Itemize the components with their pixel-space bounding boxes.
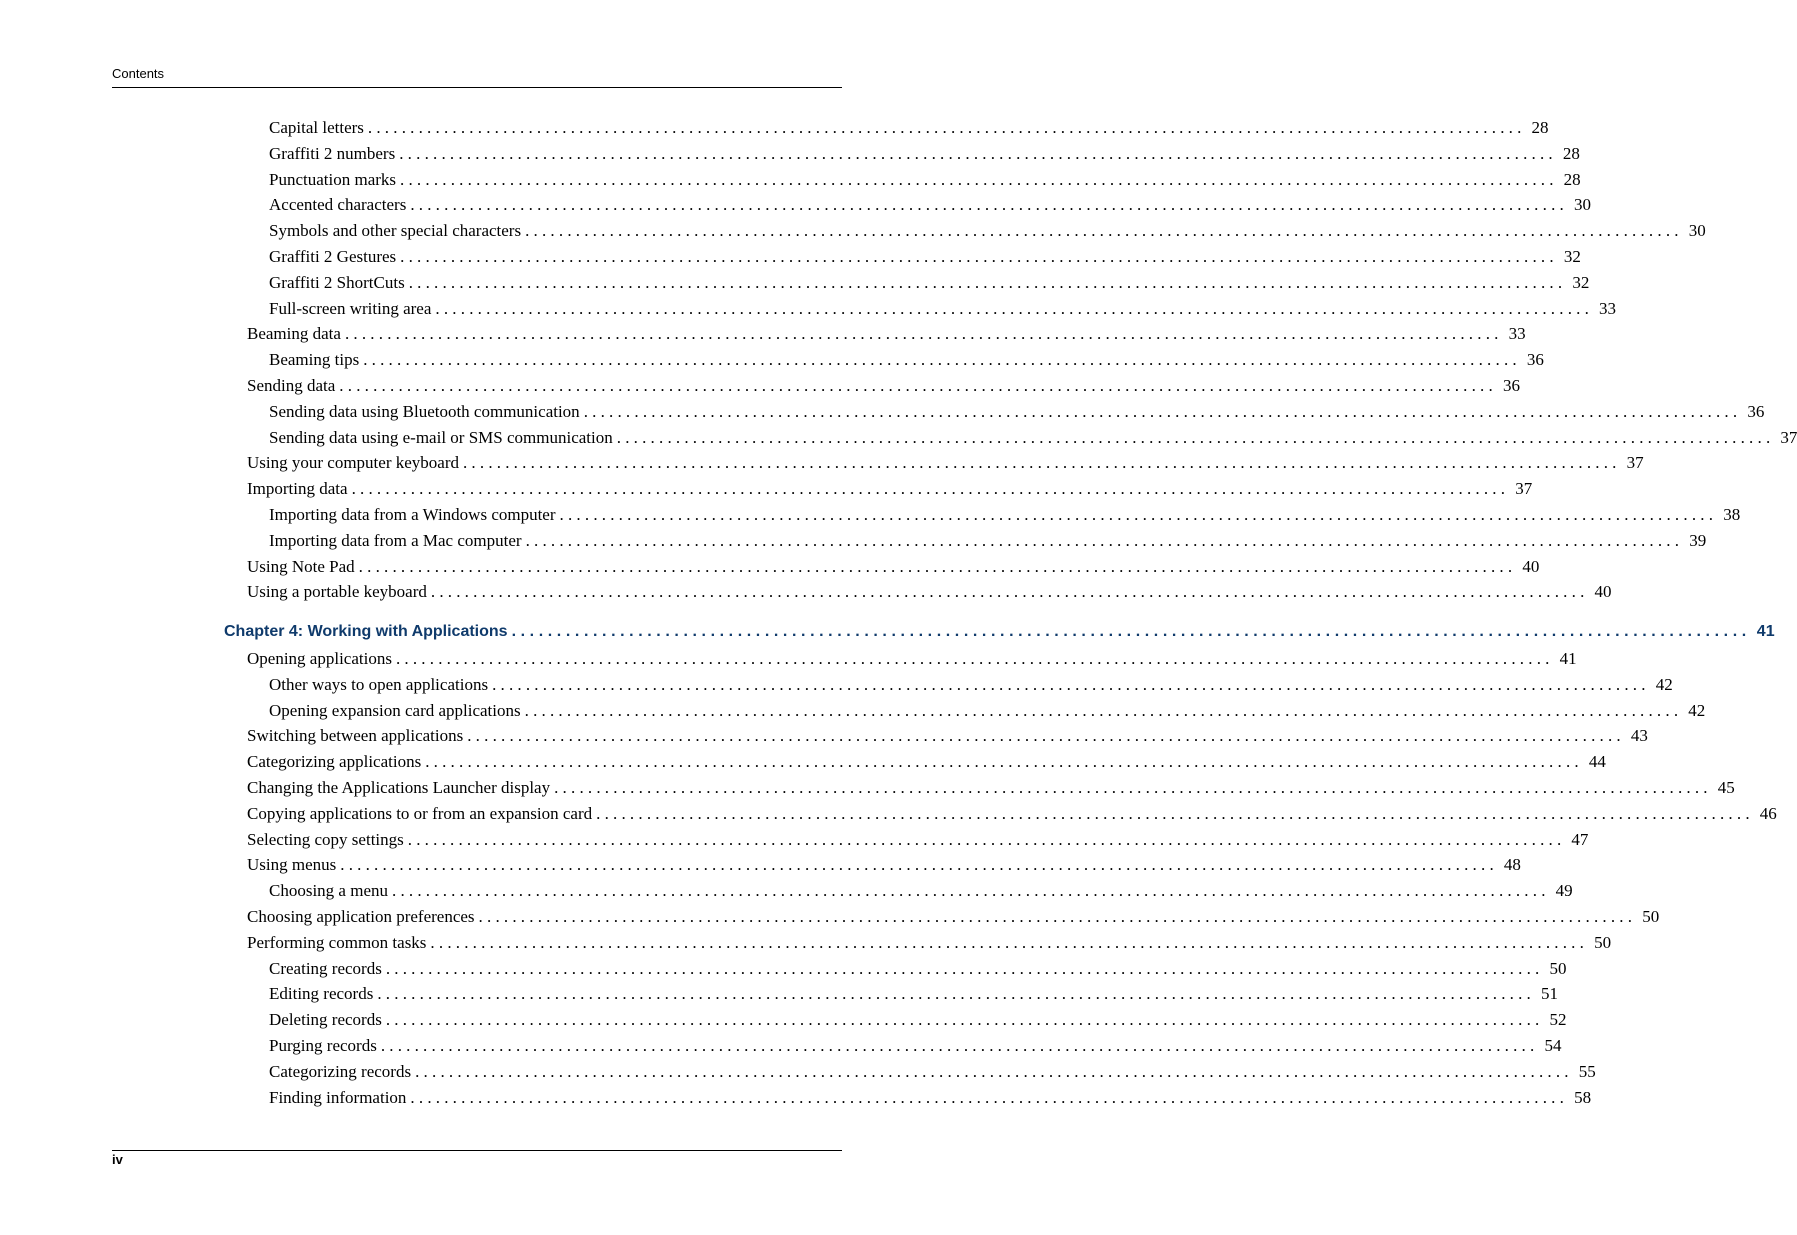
toc-entry[interactable]	[269, 505, 1741, 527]
toc-entry-title: Beaming tips	[269, 350, 360, 369]
toc-entry-page: 48	[1503, 855, 1521, 874]
dot-leader: .........................................................................................................................................	[616, 428, 1775, 447]
dot-leader: .........................................................................................................................................	[467, 726, 1625, 745]
dot-leader: .........................................................................................................................................	[407, 830, 1566, 849]
dot-leader: .........................................................................................................................................	[478, 907, 1637, 926]
dot-leader: .........................................................................................................................................	[583, 402, 1742, 421]
toc-entry[interactable]	[247, 933, 1612, 955]
toc-entry[interactable]	[247, 752, 1606, 774]
toc-entry[interactable]	[247, 453, 1644, 475]
toc-entry-title: Sending data	[247, 376, 336, 395]
toc-entry-page: 55	[1578, 1062, 1596, 1081]
page-number: iv	[112, 1152, 123, 1167]
toc-entry-title: Graffiti 2 ShortCuts	[269, 273, 405, 292]
toc-entry-title: Symbols and other special characters	[269, 221, 522, 240]
toc-entry[interactable]	[247, 582, 1612, 604]
dot-leader: .........................................................................................................................................	[385, 959, 1544, 978]
toc-entry-title: Using a portable keyboard	[247, 582, 427, 601]
toc-entry-title: Editing records	[269, 984, 374, 1003]
toc-entry-title: Performing common tasks	[247, 933, 427, 952]
toc-entry[interactable]	[269, 1088, 1592, 1110]
toc-entry[interactable]	[247, 726, 1648, 748]
toc-entry[interactable]	[247, 557, 1540, 579]
dot-leader: .........................................................................................................................................	[358, 557, 1517, 576]
toc-entry-title: Importing data from a Mac computer	[269, 531, 522, 550]
toc-entry[interactable]	[269, 350, 1544, 372]
toc-entry[interactable]	[269, 118, 1549, 140]
dot-leader: .........................................................................................................................................	[511, 623, 1751, 640]
toc-entry-page: 30	[1573, 195, 1591, 214]
toc-entry-page: 39	[1689, 531, 1707, 550]
toc-entry-page: 41	[1559, 649, 1577, 668]
toc-entry[interactable]	[269, 1010, 1567, 1032]
toc-entry[interactable]	[269, 428, 1797, 450]
toc-entry-title: Deleting records	[269, 1010, 382, 1029]
toc-entry[interactable]	[247, 376, 1520, 398]
toc-entry[interactable]	[247, 830, 1589, 852]
toc-entry-title: Graffiti 2 Gestures	[269, 247, 397, 266]
dot-leader: .........................................................................................................................................	[392, 881, 1550, 900]
toc-entry-title: Opening expansion card applications	[269, 701, 521, 720]
dot-leader: .........................................................................................................................................	[385, 1010, 1544, 1029]
dot-leader: .........................................................................................................................................	[377, 984, 1535, 1003]
toc-entry[interactable]	[269, 170, 1581, 192]
toc-entry-page: 37	[1515, 479, 1533, 498]
toc-entry-title: Chapter 4: Working with Applications	[224, 623, 508, 640]
toc-entry[interactable]	[269, 1062, 1596, 1084]
toc-entry-title: Other ways to open applications	[269, 675, 489, 694]
toc-entry-page: 28	[1531, 118, 1549, 137]
toc-entry[interactable]	[269, 221, 1706, 243]
footer-rule	[112, 1150, 842, 1151]
dot-leader: .........................................................................................................................................	[395, 649, 1554, 668]
dot-leader: .........................................................................................................................................	[410, 1088, 1569, 1107]
toc-entry-title: Creating records	[269, 959, 382, 978]
dot-leader: .........................................................................................................................................	[351, 479, 1510, 498]
dot-leader: .........................................................................................................................................	[399, 144, 1557, 163]
dot-leader: .........................................................................................................................................	[415, 1062, 1573, 1081]
dot-leader: .........................................................................................................................................	[430, 582, 1589, 601]
toc-entry-page: 30	[1688, 221, 1706, 240]
toc-entry[interactable]	[269, 675, 1673, 697]
toc-entry-title: Switching between applications	[247, 726, 464, 745]
toc-entry-page: 52	[1549, 1010, 1567, 1029]
toc-entry[interactable]	[247, 804, 1777, 826]
toc-entry[interactable]	[247, 907, 1660, 929]
toc-entry-title: Categorizing records	[269, 1062, 412, 1081]
toc-entry-title: Importing data from a Windows computer	[269, 505, 556, 524]
toc-entry-title: Finding information	[269, 1088, 407, 1107]
toc-entry-title: Choosing a menu	[269, 881, 388, 900]
toc-entry[interactable]	[269, 195, 1591, 217]
toc-entry-title: Beaming data	[247, 324, 341, 343]
toc-entry-title: Categorizing applications	[247, 752, 422, 771]
dot-leader: .........................................................................................................................................	[400, 247, 1558, 266]
toc-entry[interactable]	[269, 247, 1581, 269]
toc-entry-page: 40	[1594, 582, 1612, 601]
dot-leader: .........................................................................................................................................	[596, 804, 1754, 823]
toc-entry-title: Choosing application preferences	[247, 907, 475, 926]
toc-entry-page: 40	[1522, 557, 1540, 576]
dot-leader: .........................................................................................................................................	[363, 350, 1521, 369]
toc-entry-page: 37	[1780, 428, 1797, 447]
dot-leader: .........................................................................................................................................	[492, 675, 1650, 694]
toc-entry-page: 32	[1572, 273, 1590, 292]
toc-entry-page: 58	[1574, 1088, 1592, 1107]
toc-entry[interactable]	[269, 959, 1567, 981]
dot-leader: .........................................................................................................................................	[559, 505, 1718, 524]
toc-entry-title: Sending data using Bluetooth communication	[269, 402, 580, 421]
toc-entry-title: Purging records	[269, 1036, 377, 1055]
toc-entry[interactable]	[247, 778, 1735, 800]
toc-entry-page: 54	[1544, 1036, 1562, 1055]
dot-leader: .........................................................................................................................................	[525, 221, 1683, 240]
dot-leader: .........................................................................................................................................	[435, 299, 1594, 318]
dot-leader: .........................................................................................................................................	[524, 701, 1683, 720]
toc-entry-page: 49	[1555, 881, 1573, 900]
dot-leader: .........................................................................................................................................	[430, 933, 1589, 952]
toc-entry-page: 41	[1756, 623, 1775, 640]
toc-entry[interactable]	[269, 1036, 1562, 1058]
toc-entry[interactable]	[269, 273, 1590, 295]
dot-leader: .........................................................................................................................................	[410, 195, 1568, 214]
toc-entry-page: 32	[1563, 247, 1581, 266]
toc-entry-page: 33	[1508, 324, 1526, 343]
toc-entry-page: 51	[1541, 984, 1558, 1003]
dot-leader: .........................................................................................................................................	[462, 453, 1621, 472]
toc-entry[interactable]	[247, 479, 1533, 501]
toc-entry[interactable]	[269, 402, 1765, 424]
dot-leader: .........................................................................................................................................	[380, 1036, 1539, 1055]
dot-leader: .........................................................................................................................................	[554, 778, 1712, 797]
toc-entry[interactable]	[269, 984, 1558, 1006]
toc-entry-title: Capital letters	[269, 118, 364, 137]
toc-entry-page: 45	[1717, 778, 1735, 797]
toc-entry[interactable]	[269, 144, 1580, 166]
toc-entry-page: 33	[1599, 299, 1617, 318]
toc-entry-page: 50	[1642, 907, 1660, 926]
dot-leader: .........................................................................................................................................	[367, 118, 1526, 137]
toc-entry-page: 43	[1630, 726, 1648, 745]
toc-entry-page: 42	[1688, 701, 1706, 720]
toc-entry-page: 37	[1626, 453, 1644, 472]
toc-entry-title: Graffiti 2 numbers	[269, 144, 396, 163]
toc-entry-title: Using menus	[247, 855, 337, 874]
toc-entry-title: Selecting copy settings	[247, 830, 404, 849]
toc-entry-title: Changing the Applications Launcher display	[247, 778, 551, 797]
toc-entry-page: 44	[1588, 752, 1606, 771]
toc-entry-title: Using Note Pad	[247, 557, 355, 576]
toc-entry[interactable]	[247, 324, 1526, 346]
toc-entry-page: 38	[1723, 505, 1741, 524]
toc-entry[interactable]	[269, 701, 1706, 723]
dot-leader: .........................................................................................................................................	[525, 531, 1684, 550]
header-rule	[112, 87, 842, 88]
toc-entry-page: 36	[1526, 350, 1544, 369]
toc-entry[interactable]	[247, 855, 1521, 877]
dot-leader: .........................................................................................................................................	[400, 170, 1558, 189]
toc-entry-title: Sending data using e-mail or SMS communication	[269, 428, 613, 447]
toc-entry-title: Importing data	[247, 479, 348, 498]
toc-chapter-entry[interactable]	[224, 623, 1775, 645]
toc-entry[interactable]	[247, 649, 1577, 671]
toc-entry-page: 36	[1747, 402, 1765, 421]
toc-entry[interactable]	[269, 299, 1617, 321]
toc-entry[interactable]	[269, 531, 1707, 553]
toc-entry-title: Accented characters	[269, 195, 407, 214]
dot-leader: .........................................................................................................................................	[344, 324, 1503, 343]
running-header: Contents	[112, 66, 165, 81]
toc-entry-title: Using your computer keyboard	[247, 453, 459, 472]
dot-leader: .........................................................................................................................................	[340, 855, 1498, 874]
toc-entry-page: 36	[1502, 376, 1520, 395]
toc-entry[interactable]	[269, 881, 1573, 903]
toc-entry-title: Full-screen writing area	[269, 299, 432, 318]
toc-entry-page: 42	[1655, 675, 1673, 694]
toc-entry-page: 50	[1594, 933, 1612, 952]
toc-entry-page: 46	[1759, 804, 1777, 823]
toc-entry-title: Opening applications	[247, 649, 392, 668]
toc-entry-title: Punctuation marks	[269, 170, 397, 189]
dot-leader: .........................................................................................................................................	[339, 376, 1497, 395]
toc-entry-page: 47	[1571, 830, 1589, 849]
dot-leader: .........................................................................................................................................	[408, 273, 1567, 292]
toc-entry-title: Copying applications to or from an expansion card	[247, 804, 593, 823]
toc-entry-page: 50	[1549, 959, 1567, 978]
toc-entry-page: 28	[1563, 170, 1581, 189]
dot-leader: .........................................................................................................................................	[425, 752, 1583, 771]
toc-entry-page: 28	[1562, 144, 1580, 163]
